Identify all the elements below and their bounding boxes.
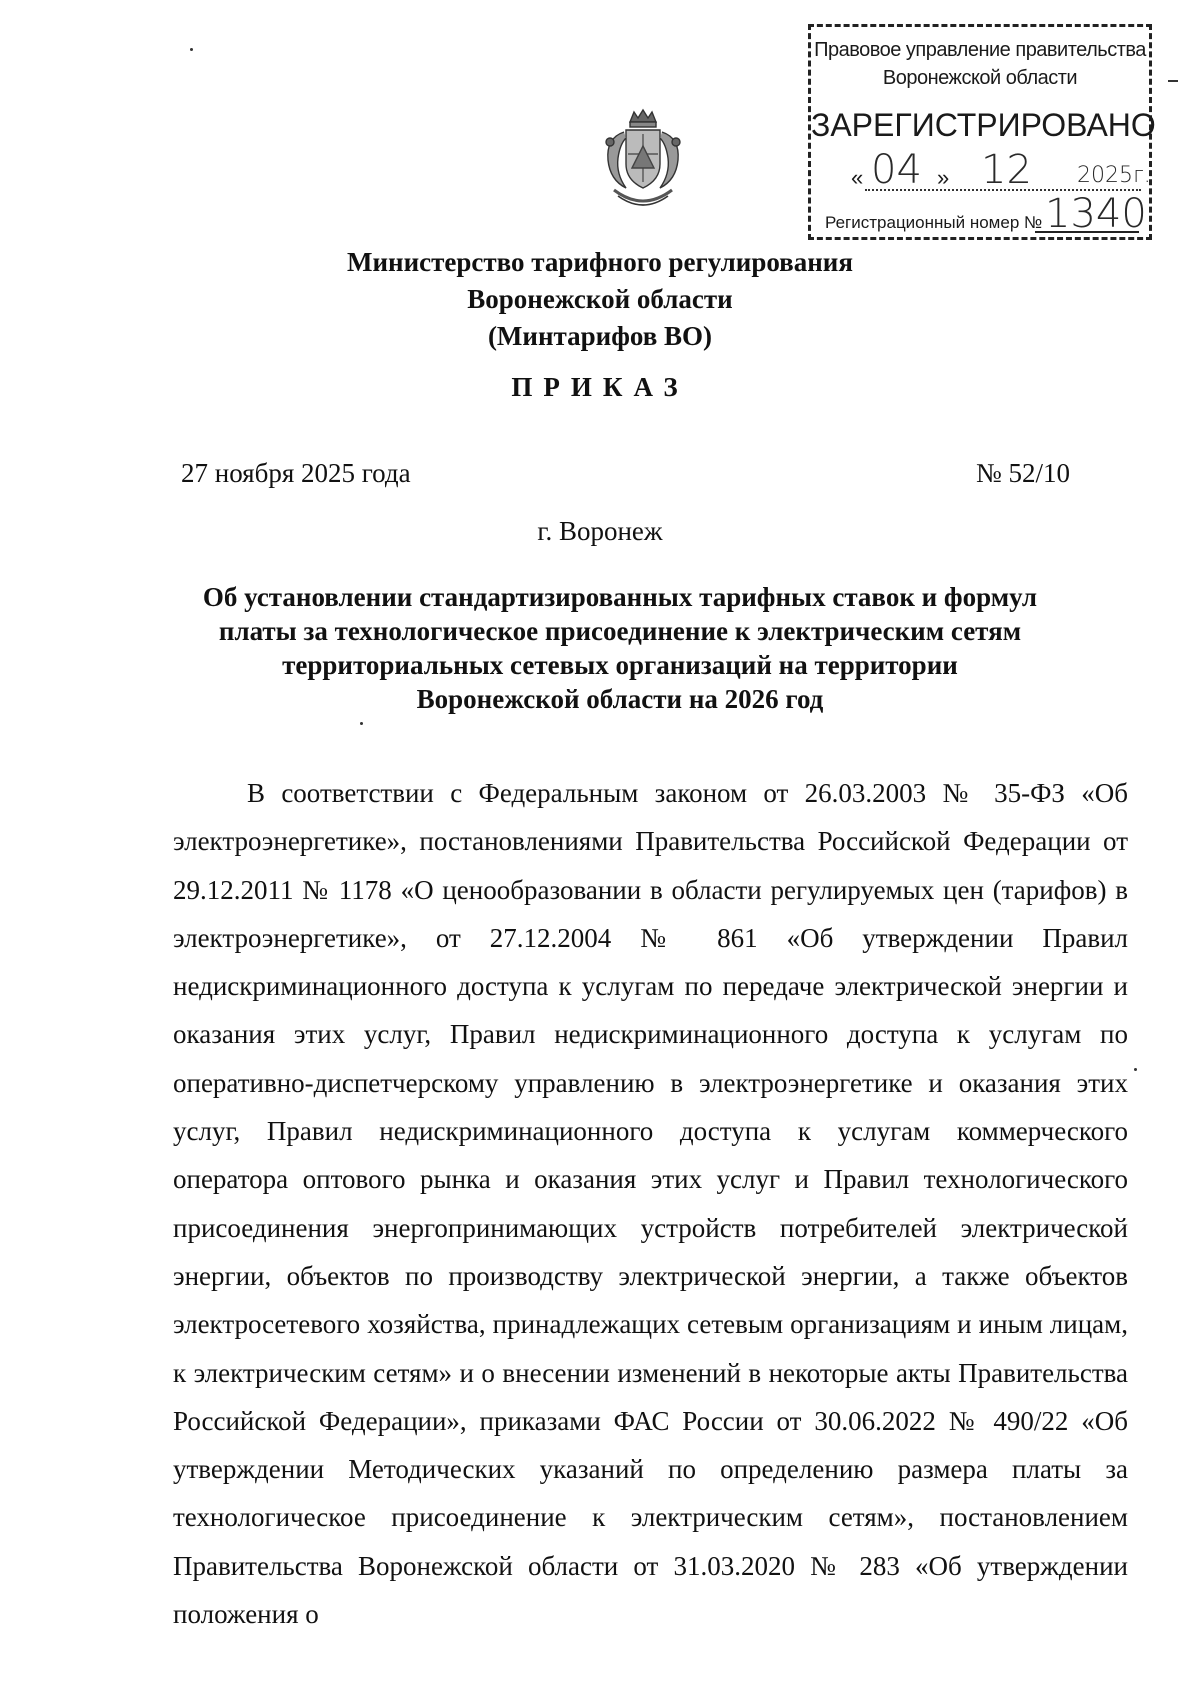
document-date: 27 ноября 2025 года [181,458,411,488]
stamp-reg-number: 1340 [1045,191,1147,237]
ministry-name-line3: (Минтарифов ВО) [487,321,713,351]
document-subject [170,580,1070,716]
subject-line3: территориальных сетевых организаций на территории [282,650,958,680]
stamp-authority-line1: Правовое управление правительства [814,39,1146,61]
stamp-reg-label: Регистрационный номер № [825,213,1043,232]
ministry-name-line1: Министерство тарифного регулирования [347,247,853,277]
stamp-date [841,147,1151,195]
scan-mark [1168,80,1178,82]
scan-speck [1134,1068,1137,1071]
document-city: г. Воронеж [537,516,663,546]
scan-speck [190,48,193,51]
stamp-authority-line2: Воронежской области [882,67,1078,89]
subject-line2: платы за технологическое присоединение к электрическим сетям [218,616,1022,646]
ministry-name [0,244,1200,355]
stamp-day: 04 [871,147,922,193]
stamp-registered-title: ЗАРЕГИСТРИРОВАНО [811,107,1156,143]
stamp-date-close-quote: » [937,165,950,190]
stamp-registration-number [825,191,1147,237]
stamp-date-open-quote: « [851,165,864,190]
document-number: № 52/10 [975,458,1070,488]
subject-line1: Об установлении стандартизированных тарифных ставок и формул [202,582,1038,612]
body-paragraph: В соответствии с Федеральным законом от 26.03.2003 № 35-ФЗ «Об электроэнергетике», постановлениями Правительства Российской Федерации от 29.12.2011 № 1178 «О ценообразовании в области регулируемых цен (тарифов) в электроэнергетике», от 27.12.2004 № 861 «Об утверждении Правил недискриминационного доступа к услугам по передаче электрической энергии и оказания этих услуг, Правил недискриминационного доступа к услугам по оперативно-диспетчерскому управлению в электроэнергетике и оказания этих услуг, Правил недискриминационного доступа к услугам коммерческого оператора оптового рынка и оказания этих услуг и Правил технологического присоединения энергопринимающих устройств потребителей электрической энергии, объектов по производству электрической энергии, а также объектов электросетевого хозяйства, принадлежащих сетевым организациям и иным лицам, к электрическим сетям» и о внесении изменений в некоторые акты Правительства Российской Федерации», приказами ФАС России от 30.06.2022 № 490/22 «Об утверждении Методических указаний по определению размера платы за технологическое присоединение к электрическим сетям», постановлением Правительства Воронежской области от 31.03.2020 № 283 «Об утверждении положения о [173,778,1128,1630]
document-type-title: ПРИКАЗ [511,372,689,402]
scan-speck [360,722,363,725]
ministry-name-line2: Воронежской области [467,284,733,314]
registration-stamp [808,24,1156,240]
coat-of-arms-icon [600,108,686,214]
stamp-year: 2025г. [1077,163,1151,188]
subject-line4: Воронежской области на 2026 год [416,684,824,714]
stamp-month: 12 [981,147,1032,193]
